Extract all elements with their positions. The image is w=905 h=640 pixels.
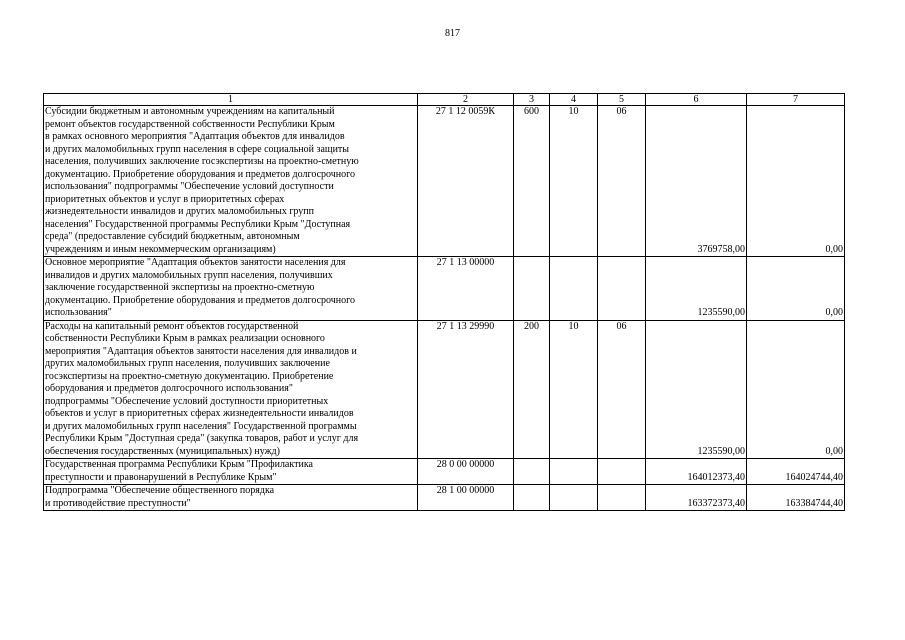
table-row [44,485,845,511]
table-row [44,459,845,485]
header-cell: 2 [418,94,514,106]
row-amount-1: 163372373,40 [646,485,747,511]
header-cell: 6 [646,94,747,106]
row-col3 [514,459,550,485]
row-col3: 600 [514,106,550,257]
budget-table [43,93,845,511]
row-description: Расходы на капитальный ремонт объектов государственной собственности Республики Крым в рамках реализации основного мероприятия "Адаптация объектов занятости населения для инвалидов и других маломобильных групп населения, получивших заключение госэкспертизы на проектно-сметную документацию. Приобретение оборудования и предметов долгосрочного использования" подпрограммы "Обеспечение условий доступности приоритетных объектов и услуг в приоритетных сферах жизнедеятельности инвалидов и других маломобильных групп населения" Государственной программы Республики Крым "Доступная среда" (закупка товаров, работ и услуг для обеспечения государственных (муниципальных) нужд) [44,320,418,459]
row-amount-1: 1235590,00 [646,320,747,459]
row-amount-2: 163384744,40 [747,485,845,511]
row-col3 [514,485,550,511]
row-code: 28 0 00 00000 [418,459,514,485]
row-code: 27 1 13 29990 [418,320,514,459]
row-col5: 06 [598,106,646,257]
row-description: Основное мероприятие "Адаптация объектов занятости населения для инвалидов и других маломобильных групп населения, получивших заключение государственной экспертизы на проектно-сметную документацию. Приобретение оборудования и предметов долгосрочного использования" [44,257,418,321]
row-col4 [550,459,598,485]
row-amount-1: 1235590,00 [646,257,747,321]
row-col4 [550,257,598,321]
row-col5 [598,257,646,321]
row-amount-2: 164024744,40 [747,459,845,485]
header-cell: 5 [598,94,646,106]
row-amount-2: 0,00 [747,320,845,459]
row-description: Государственная программа Республики Крым "Профилактика преступности и правонарушений в Республике Крым" [44,459,418,485]
row-amount-1: 164012373,40 [646,459,747,485]
row-description: Подпрограмма "Обеспечение общественного порядка и противодействие преступности" [44,485,418,511]
row-col4 [550,485,598,511]
row-col5 [598,485,646,511]
header-cell: 7 [747,94,845,106]
header-cell: 3 [514,94,550,106]
row-amount-2: 0,00 [747,257,845,321]
row-col3 [514,257,550,321]
row-col3: 200 [514,320,550,459]
header-cell: 1 [44,94,418,106]
row-code: 27 1 12 0059К [418,106,514,257]
row-col5 [598,459,646,485]
row-col5: 06 [598,320,646,459]
row-description: Субсидии бюджетным и автономным учреждениям на капитальный ремонт объектов государственной собственности Республики Крым в рамках основного мероприятия "Адаптация объектов для инвалидов и других маломобильных групп населения в сфере социальной защиты населения, получивших заключение госэкспертизы на проектно-сметную документацию. Приобретение оборудования и предметов долгосрочного использования" подпрограммы "Обеспечение условий доступности приоритетных объектов и услуг в приоритетных сферах жизнедеятельности инвалидов и других маломобильных групп населения" Государственной программы Республики Крым "Доступная среда" (предоставление субсидий бюджетным, автономным учреждениям и иным некоммерческим организациям) [44,106,418,257]
row-code: 28 1 00 00000 [418,485,514,511]
table-row [44,106,845,257]
row-col4: 10 [550,320,598,459]
header-row [44,94,845,106]
header-cell: 4 [550,94,598,106]
table-row [44,320,845,459]
row-col4: 10 [550,106,598,257]
page-number: 817 [445,28,460,39]
table-row [44,257,845,321]
row-amount-1: 3769758,00 [646,106,747,257]
row-code: 27 1 13 00000 [418,257,514,321]
row-amount-2: 0,00 [747,106,845,257]
